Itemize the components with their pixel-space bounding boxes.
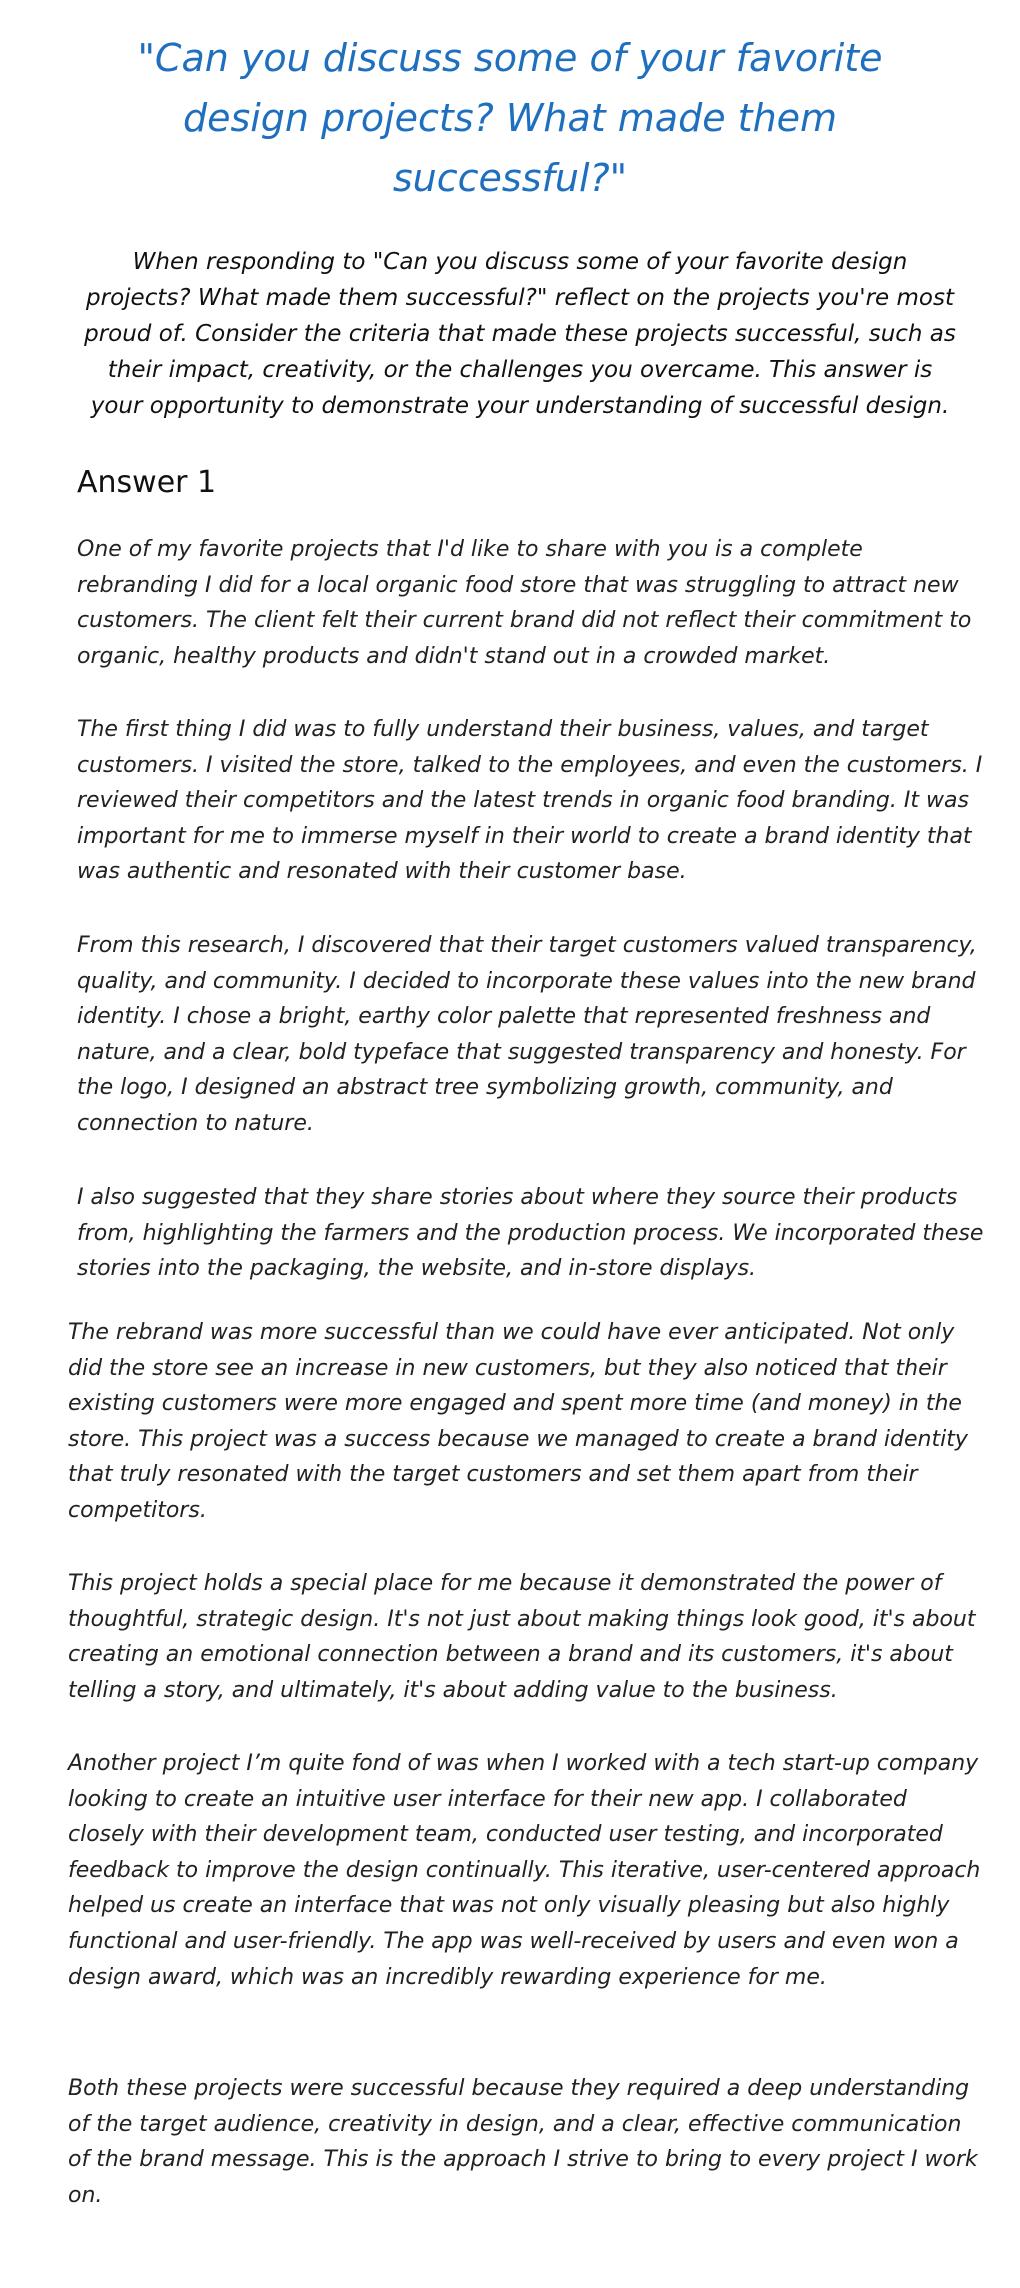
answer-paragraph: The rebrand was more successful than we could have ever anticipated. Not only did the store see an increase in new customers, but they also noticed that their existing customers were more engaged and spent more time (and money) in the store. This project was a success because we managed to create a brand identity that truly resonated with the target customers and set them apart from their competitors. [68, 1320, 968, 1523]
answer-paragraph: From this research, I discovered that their target customers valued transparency, quality, and community. I decided to incorporate these values into the new brand identity. I chose a bright, earthy color palette that represented freshness and nature, and a clear, bold typeface that suggested transparency and honesty. For the logo, I designed an abstract tree symbolizing growth, community, and connection to nature. [77, 933, 977, 1136]
answer-paragraph: This project holds a special place for me because it demonstrated the power of thoughtful, strategic design. It's not just about making things look good, it's about creating an emotional connection between a brand and its customers, it's about telling a story, and ultimately, it's about adding value to the business. [68, 1571, 976, 1703]
answer-heading: Answer 1 [77, 465, 217, 500]
answer-paragraph: Both these projects were successful because they required a deep understanding of the target audience, creativity in design, and a clear, effective communication of the brand message. This is the approach I strive to bring to every project I work on. [68, 2076, 978, 2208]
answer-paragraph: The first thing I did was to fully understand their business, values, and target customers. I visited the store, talked to the employees, and even the customers. I reviewed their competitors and the latest trends in organic food branding. It was important for me to immerse myself in their world to create a brand identity that was authentic and resonated with their customer base. [77, 717, 983, 885]
answer-paragraph: Another project I’m quite fond of was when I worked with a tech start-up company looking to create an intuitive user interface for their new app. I collaborated closely with their development team, conducted user testing, and incorporated feedback to improve the design continually. This iterative, user-centered approach helped us create an interface that was not only visually pleasing but also highly functional and user-friendly. The app was well-received by users and even won a design award, which was an incredibly rewarding experience for me. [68, 1751, 981, 1990]
answer-paragraph: One of my favorite projects that I'd like to share with you is a complete rebranding I did for a local organic food store that was struggling to attract new customers. The client felt their current brand did not reflect their commitment to organic, healthy products and didn't stand out in a crowded market. [77, 537, 972, 669]
page-title: "Can you discuss some of your favorite design projects? What made them successful?" [137, 36, 883, 200]
intro-text: When responding to "Can you discuss some of your favorite design projects? What made them successful?" reflect on the projects you're most proud of. Consider the criteria that made these projects successful, such as their impact, creativity, or the challenges you overcame. This answer is your opportunity to demonstrate your understanding of successful design. [84, 249, 956, 419]
answer-paragraph: I also suggested that they share stories about where they source their products from, highlighting the farmers and the production process. We incorporated these stories into the packaging, the website, and in-store displays. [77, 1185, 984, 1282]
